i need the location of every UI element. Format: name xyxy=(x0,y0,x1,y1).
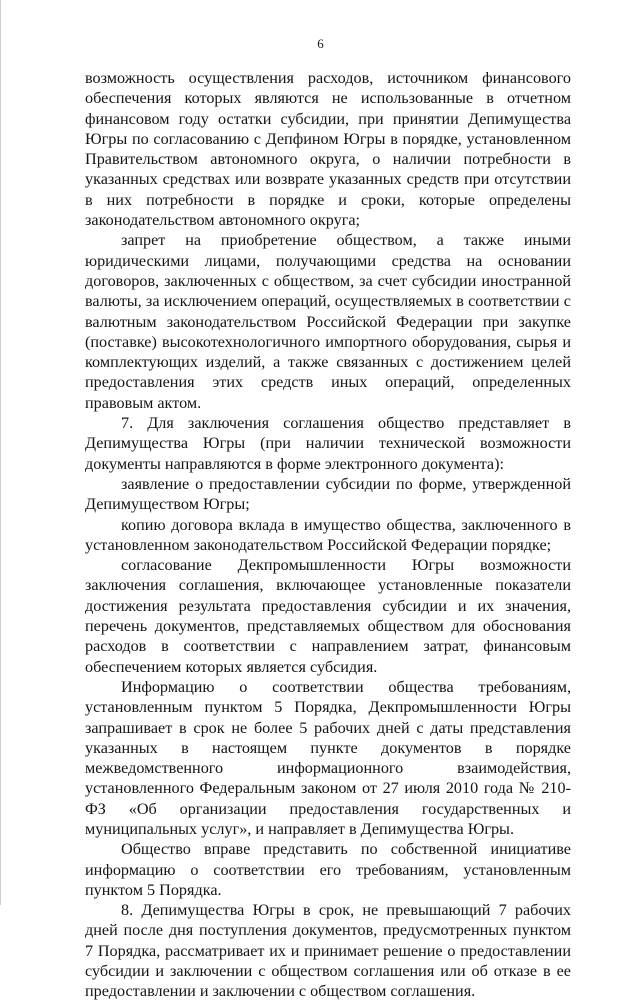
paragraph-currency-ban: запрет на приобретение обществом, а также иными юридическими лицами, получающими средства на основании договоров, заключенных с обществом, за счет субсидии иностранной валюты, за исключением операций, осуществляемых в соответствии с валютным законодательством Российской Федерации при закупке (поставке) высокотехнологичного импортного оборудования, сырья и комплектующих изделий, а также связанных с достижением целей предоставления этих средств иных операций, определенных правовым актом. xyxy=(85,231,571,412)
paragraph-item-8: 8. Депимущества Югры в срок, не превышающий 7 рабочих дней после дня поступления документов, предусмотренных пунктом 7 Порядка, рассматривает их и принимает решение о предоставлении субсидии и заключении с обществом соглашения или об отказе в ее предоставлении и заключении с обществом соглашения. xyxy=(85,901,571,1001)
paragraph-contract-copy: копию договора вклада в имущество общества, заключенного в установленном законодательством Российской Федерации порядке; xyxy=(85,515,571,554)
paragraph-continuation: возможность осуществления расходов, источником финансового обеспечения которых являются не использованные в отчетном финансовом году остатки субсидии, при принятии Депимущества Югры по согласованию с Депфином Югры в порядке, установленном Правительством автономного округа, о наличии потребности в указанных средствах или возврате указанных средств при отсутствии в них потребности в порядке и сроки, которые определены законодательством автономного округа; xyxy=(85,69,571,230)
page-number: 6 xyxy=(317,36,324,51)
paragraph-application: заявление о предоставлении субсидии по форме, утвержденной Депимуществом Югры; xyxy=(85,474,571,514)
paragraph-item-7: 7. Для заключения соглашения общество представляет в Депимущества Югры (при наличии технической возможности документы направляются в форме электронного документа): xyxy=(85,414,571,473)
paragraph-approval: согласование Декпромышленности Югры возможности заключения соглашения, включающее установленные показатели достижения результата предоставления субсидии и их значения, перечень документов, представляемых обществом для обоснования расходов в соответствии с направлением затрат, финансовым обеспечением которых является субсидия. xyxy=(85,556,571,676)
document-body xyxy=(85,68,571,1002)
paragraph-information-request: Информацию о соответствии общества требованиям, установленным пунктом 5 Порядка, Декпромышленности Югры запрашивает в срок не более 5 рабочих дней с даты представления указанных в настоящем пункте документов в порядке межведомственного информационного взаимодействия, установленного Федеральным законом от 27 июля 2010 года № 210-ФЗ «Об организации предоставления государственных и муниципальных услуг», и направляет в Депимущества Югры. xyxy=(85,677,571,838)
paragraph-own-initiative: Общество вправе представить по собственной инициативе информацию о соответствии его требованиям, установленным пунктом 5 Порядка. xyxy=(85,840,571,899)
